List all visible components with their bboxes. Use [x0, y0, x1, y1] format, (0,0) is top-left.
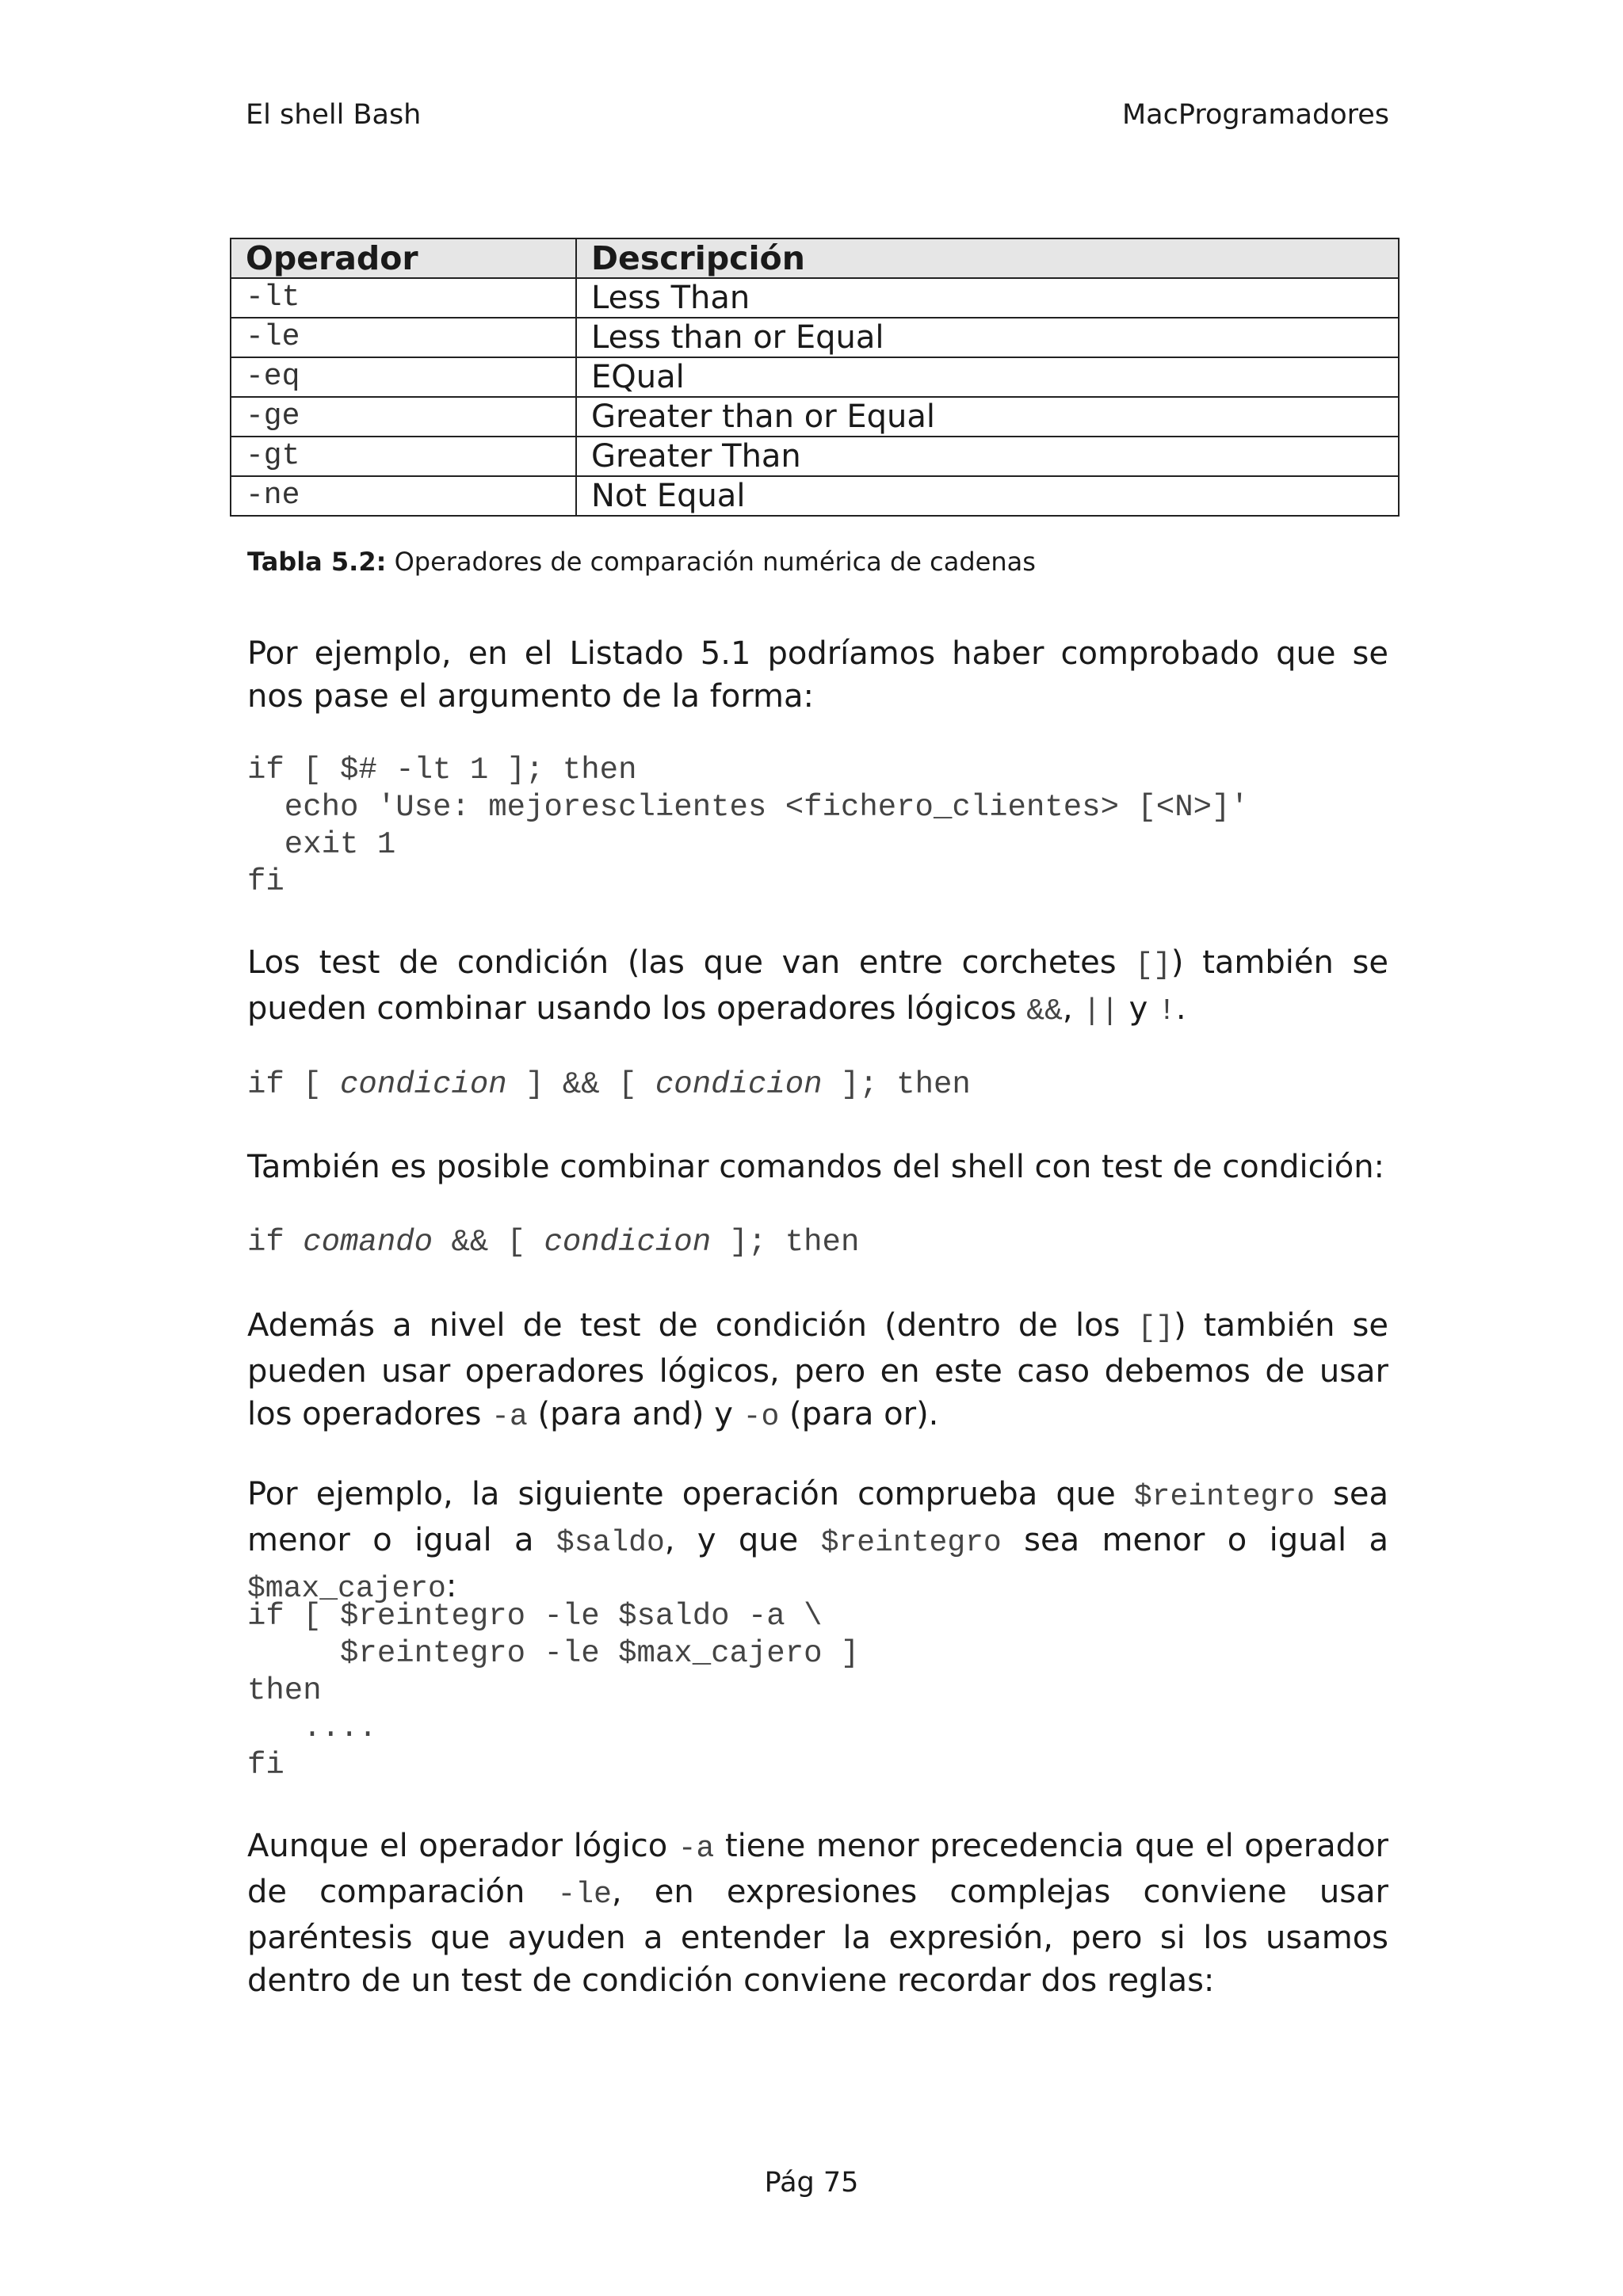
- code-placeholder: condicion: [655, 1067, 823, 1102]
- caption-label: Tabla 5.2:: [247, 547, 387, 577]
- page-number: Pág 75: [764, 2167, 859, 2199]
- text-run: y: [1118, 990, 1159, 1027]
- code-block-usage-check: if [ $# -lt 1 ]; then echo 'Use: mejoresclientes <fichero_clientes> [<N>]' exit 1 fi: [247, 753, 1249, 899]
- table-row: [231, 437, 1399, 476]
- column-header-operator: Operador: [231, 238, 576, 278]
- table-row: [231, 357, 1399, 397]
- inline-code: []: [1137, 1311, 1174, 1345]
- code-placeholder: condicion: [544, 1225, 712, 1260]
- inline-code: -a: [678, 1832, 715, 1866]
- running-header-site: MacProgramadores: [1121, 99, 1389, 131]
- inline-code: -a: [491, 1400, 528, 1434]
- text-run: ) también se pueden usar operadores lógicos, pero en este caso debemos de usar los operadores: [247, 1307, 1389, 1432]
- description-cell: EQual: [576, 357, 1399, 397]
- code-text: if: [247, 1225, 304, 1260]
- column-header-description: Descripción: [576, 238, 1399, 278]
- caption-text: Operadores de comparación numérica de cadenas: [386, 547, 1036, 577]
- code-block-reintegro: if [ $reintegro -le $saldo -a \ $reintegro -le $max_cajero ] then .... fi: [247, 1599, 860, 1783]
- code-placeholder: comando: [303, 1225, 433, 1260]
- code-text: && [: [433, 1225, 544, 1260]
- code-placeholder: condicion: [340, 1067, 507, 1102]
- paragraph-logical-operators: [247, 941, 1388, 1033]
- text-run: tiene menor precedencia que el operador de comparación: [247, 1828, 1388, 1910]
- text-run: Aunque el operador lógico: [247, 1828, 678, 1864]
- table-header-row: [231, 238, 1399, 278]
- inline-code: -le: [557, 1878, 612, 1912]
- inline-code: ||: [1083, 994, 1119, 1028]
- code-text: ] && [: [506, 1067, 655, 1102]
- code-text: if [: [247, 1067, 341, 1102]
- inline-code: $reintegro: [1133, 1480, 1315, 1514]
- description-cell: Greater than or Equal: [576, 397, 1399, 437]
- paragraph-and-or-operators: [247, 1304, 1388, 1439]
- text-run: .: [1175, 990, 1186, 1027]
- code-block-command-condition: [247, 1224, 859, 1261]
- description-cell: Greater Than: [576, 437, 1399, 476]
- running-header-title: El shell Bash: [246, 99, 422, 131]
- paragraph-precedence: [247, 1825, 1388, 2002]
- table-row: [231, 318, 1399, 357]
- inline-code: $reintegro: [820, 1526, 1002, 1560]
- table-row: [231, 278, 1399, 318]
- inline-code: $max_cajero: [247, 1572, 446, 1606]
- text-run: ) también se pueden combinar usando los operadores lógicos: [247, 944, 1388, 1027]
- table-row: [231, 476, 1399, 516]
- text-run: (para or).: [779, 1396, 939, 1432]
- text-run: sea menor o igual a: [247, 1476, 1388, 1558]
- inline-code: []: [1135, 948, 1171, 982]
- paragraph-intro: Por ejemplo, en el Listado 5.1 podríamos haber comprobado que se nos pase el argumento de la forma:: [247, 635, 1388, 715]
- text-run: :: [445, 1568, 457, 1604]
- text-run: ,: [1062, 990, 1083, 1027]
- inline-code: !: [1158, 994, 1176, 1028]
- text-run: , en expresiones complejas conviene usar paréntesis que ayuden a entender la expresión, pero si los usamos dentro de un test de condición conviene recordar dos reglas:: [247, 1874, 1388, 1999]
- text-run: Además a nivel de test de condición (dentro de los: [247, 1307, 1138, 1344]
- operator-cell: -ge: [231, 397, 576, 437]
- text-run: Los test de condición (las que van entre corchetes: [247, 944, 1136, 981]
- inline-code: &&: [1026, 994, 1063, 1028]
- text-run: , y que: [664, 1522, 821, 1558]
- operator-cell: -eq: [231, 357, 576, 397]
- description-cell: Less Than: [576, 278, 1399, 318]
- operator-cell: -le: [231, 318, 576, 357]
- table-caption: [247, 547, 1036, 577]
- operators-table: [230, 238, 1400, 517]
- description-cell: Not Equal: [576, 476, 1399, 516]
- table-row: [231, 397, 1399, 437]
- text-run: sea menor o igual a: [1001, 1522, 1389, 1558]
- paragraph-example-reintegro: [247, 1473, 1388, 1611]
- code-text: ]; then: [822, 1067, 971, 1102]
- inline-code: $saldo: [556, 1526, 665, 1560]
- operator-cell: -ne: [231, 476, 576, 516]
- operator-cell: -gt: [231, 437, 576, 476]
- code-text: ]; then: [711, 1225, 860, 1260]
- text-run: (para and) y: [527, 1396, 743, 1432]
- paragraph-combine-commands: También es posible combinar comandos del shell con test de condición:: [247, 1149, 1385, 1185]
- operator-cell: -lt: [231, 278, 576, 318]
- code-block-and-condition: [247, 1066, 971, 1104]
- text-run: Por ejemplo, la siguiente operación comprueba que: [247, 1476, 1134, 1512]
- description-cell: Less than or Equal: [576, 318, 1399, 357]
- inline-code: -o: [743, 1400, 780, 1434]
